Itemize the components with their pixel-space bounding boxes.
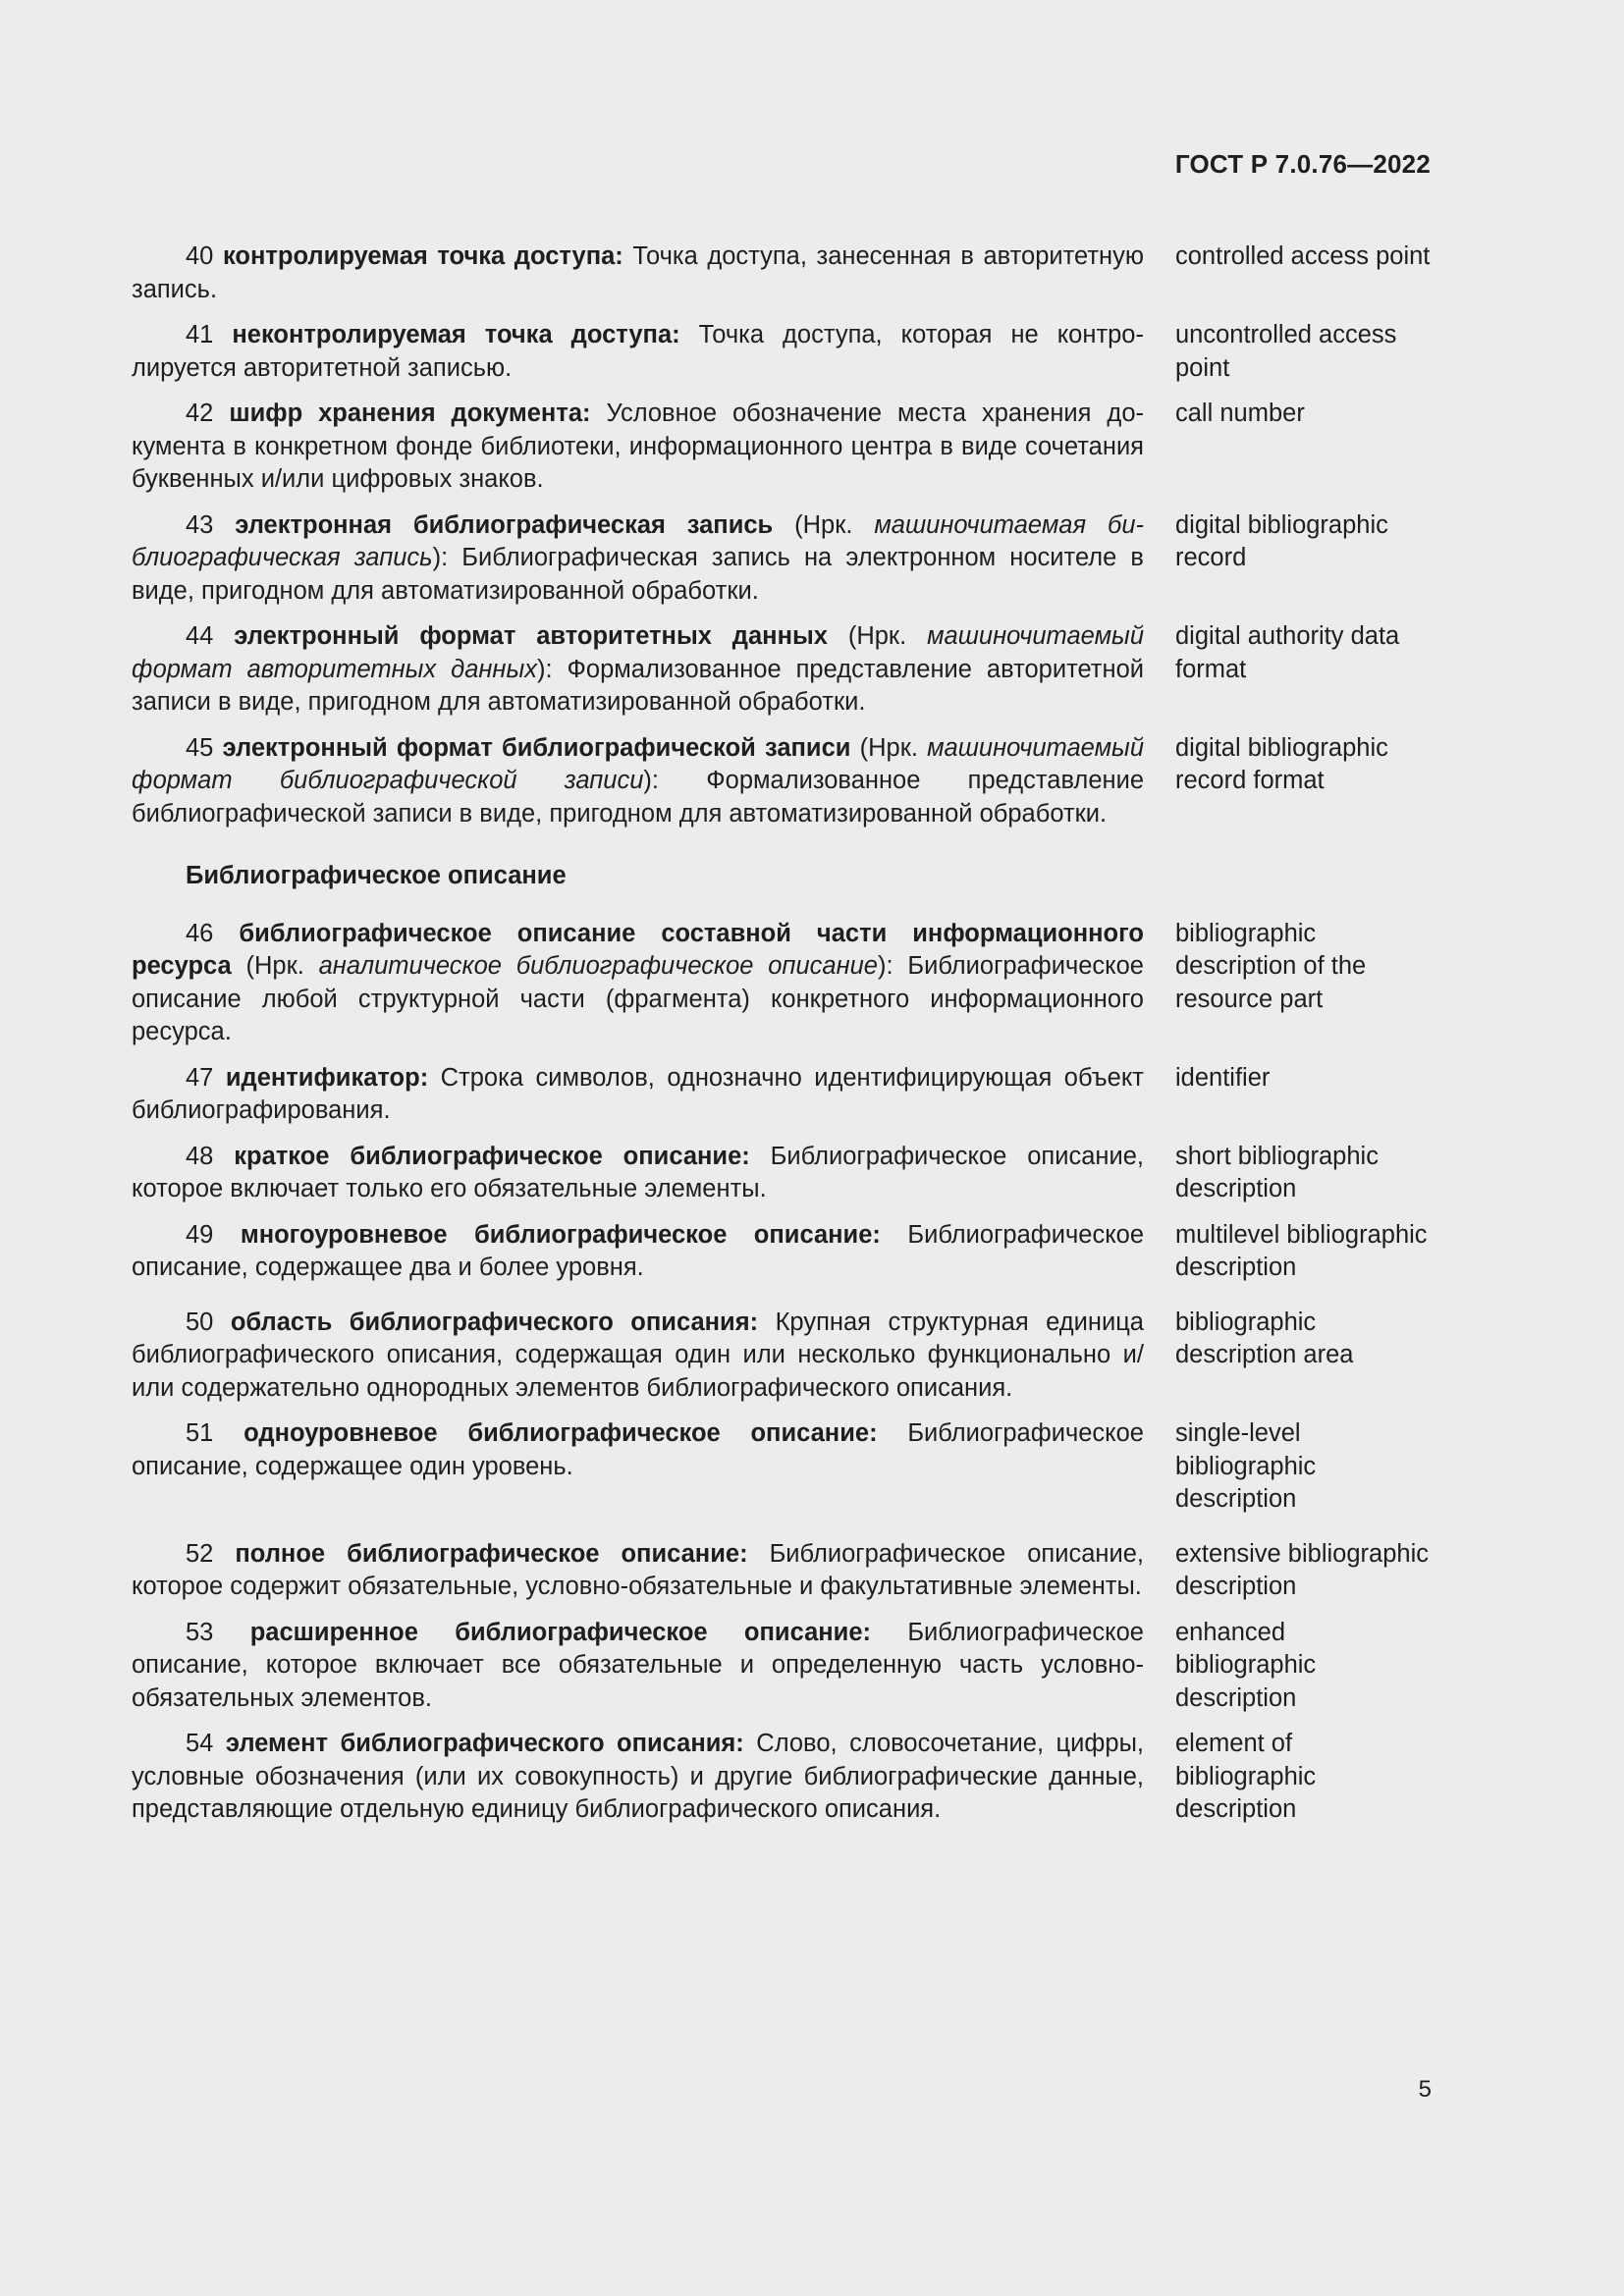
synonym-close: ) [432,544,442,571]
term-title: электронный формат авторитетных данных [234,622,828,650]
term-entry [132,1417,1433,1517]
term-entry [132,1307,1433,1406]
terms-content [132,240,1433,1840]
term-title: многоуровневое библиографическое описание: [240,1220,881,1249]
term-definition-ru [132,1538,1144,1604]
definition-text: Библиографическое описание, содержащее два и более уровня. [132,1220,1145,1281]
definition-text: : Формализованное представление библиографической записи в виде, пригодном для автоматизированной обработки. [132,767,1145,828]
term-english-equivalent: enhanced bibliographic description [1175,1618,1317,1712]
term-number: 54 [186,1730,214,1757]
term-english-equivalent: digital authority data format [1175,622,1400,683]
term-title: электронная библиографическая запись [235,510,774,539]
definition-text: Слово, словосочетание, цифры, условные обозначения (или их совокупность) и другие библиографические данные, представляющие отдельную единицу библиографического описания. [132,1730,1144,1823]
term-entry [132,319,1433,385]
deprecated-synonym: машиночитаемый формат авторитетных данных [132,622,1144,683]
term-title: библиографическое описание составной части информационного ресурса [132,919,1144,980]
term-number: 48 [186,1142,214,1170]
definition-text: Библиографическое описание, содержащее один уровень. [132,1419,1144,1480]
term-definition-ru [132,1307,1144,1406]
term-number: 46 [186,919,214,947]
term-definition-ru [132,240,1144,306]
term-entry [132,1062,1433,1128]
term-entry [132,509,1433,609]
term-definition-ru [132,1728,1144,1827]
term-number: 42 [186,400,214,427]
term-entry [132,732,1433,831]
term-number: 49 [186,1220,214,1249]
synonym-open: ( [773,510,803,539]
term-english-equivalent: controlled access point [1175,242,1431,270]
term-definition-ru [132,1141,1144,1206]
term-number: 52 [186,1539,214,1568]
synonym-open: ( [231,952,254,980]
term-english-equivalent: identifier [1175,1063,1271,1092]
section-heading: Библиографическое описание [186,862,567,889]
term-english-equivalent: multilevel bibliographic description [1175,1220,1428,1281]
term-title: электронный формат библиографической записи [222,733,851,762]
synonym-label: Нрк. [856,622,928,650]
deprecated-synonym: машиночитаемая библиографическая запись [132,510,1145,571]
definition-text: Крупная структурная единица библиографического описания, содержащая один или несколько функционально и/или содержательно однородных элементов библиографического описания. [132,1308,1144,1402]
term-title: одноуровневое библиографическое описание: [244,1419,878,1447]
term-english-equivalent: digital bibliographic record [1175,510,1388,571]
term-english-equivalent: digital bibliographic record format [1175,733,1388,794]
term-title: элемент библиографического описания: [225,1730,744,1757]
term-number: 40 [186,242,214,270]
entries-group-after-section [132,918,1433,1827]
synonym-open: ( [850,733,869,762]
term-number: 41 [186,321,214,348]
term-number: 44 [186,622,214,650]
term-entry [132,1141,1433,1206]
term-definition-ru [132,1417,1144,1483]
term-entry [132,918,1433,1049]
definition-text: Библиографическое описание, которое содержит обязательные, условно-обязательные и факультативные элементы. [132,1539,1144,1600]
synonym-open: ( [827,622,857,650]
term-definition-ru [132,1062,1144,1128]
term-entry [132,1728,1433,1827]
term-definition-ru [132,398,1144,497]
term-english-equivalent: bibliographic description of the resource part [1175,919,1367,1013]
term-title: расширенное библиографическое описание: [249,1618,871,1646]
term-title: область библиографического описания: [230,1308,759,1336]
term-entry [132,1538,1433,1604]
definition-text: : Формализованное представление авторитетной записи в виде, пригодном для автоматизированной обработки. [132,655,1144,716]
deprecated-synonym: аналитическое библиографическое описание [318,952,878,980]
term-title: идентификатор: [225,1063,429,1092]
term-number: 51 [186,1419,214,1447]
term-definition-ru [132,1219,1144,1285]
term-title: контролируемая точка доступа: [222,242,623,270]
definition-text: Точка доступа, которая не контролируется авторитетной записью. [132,321,1144,382]
definition-text: Библиографическое описание, которое включает все обязательные и определенную часть условно-обязательных элементов. [132,1618,1144,1712]
term-number: 45 [186,733,214,762]
term-title: краткое библиографическое описание: [234,1142,750,1170]
synonym-close: ) [877,952,887,980]
deprecated-synonym: машиночитаемый формат библиографической записи [132,733,1144,794]
term-title: неконтролируемая точка доступа: [232,321,680,348]
term-english-equivalent: single-level bibliographic description [1175,1419,1317,1513]
definition-text: Точка доступа, занесенная в авторитетную запись. [132,242,1144,303]
synonym-close: ) [643,767,652,794]
definition-text: Строка символов, однозначно идентифицирующая объект библиографирования. [132,1063,1144,1124]
definition-text: Условное обозначение места хранения документа в конкретном фонде библиотеки, информационного центра в виде сочетания буквенных и/или цифровых знаков. [132,400,1144,493]
term-english-equivalent: extensive bibliographic description [1175,1539,1429,1600]
term-entry [132,1617,1433,1716]
term-definition-ru [132,732,1144,831]
definition-text: : Библиографическая запись на электронном носителе в виде, пригодном для автоматизированной обработки. [132,544,1144,605]
term-definition-ru [132,918,1144,1049]
definition-text: : Библиографическое описание любой структурной части (фрагмента) конкретного информационного ресурса. [132,952,1144,1045]
term-number: 53 [186,1618,214,1646]
term-title: шифр хранения документа: [229,400,591,427]
term-definition-ru [132,1617,1144,1716]
term-entry [132,620,1433,720]
synonym-label: Нрк. [868,733,928,762]
term-number: 43 [186,510,214,539]
term-definition-ru [132,620,1144,720]
term-english-equivalent: uncontrolled access point [1175,321,1397,382]
definition-text: Библиографическое описание, которое включает только его обязательные элементы. [132,1142,1144,1202]
term-english-equivalent: call number [1175,400,1305,427]
entries-group-before-section [132,240,1433,830]
term-english-equivalent: element of bibliographic description [1175,1730,1317,1823]
document-code-header: ГОСТ Р 7.0.76—2022 [1174,149,1431,179]
term-english-equivalent: bibliographic description area [1175,1308,1354,1368]
term-english-equivalent: short bibliographic description [1175,1142,1379,1202]
term-entry [132,240,1433,306]
term-definition-ru [132,509,1144,609]
synonym-label: Нрк. [253,952,319,980]
term-title: полное библиографическое описание: [235,1539,748,1568]
synonym-label: Нрк. [802,510,875,539]
term-entry [132,398,1433,497]
page-number: 5 [1418,2076,1432,2103]
synonym-close: ) [536,655,546,683]
term-entry [132,1219,1433,1285]
term-definition-ru [132,319,1144,385]
term-number: 47 [186,1063,214,1092]
term-number: 50 [186,1308,214,1336]
